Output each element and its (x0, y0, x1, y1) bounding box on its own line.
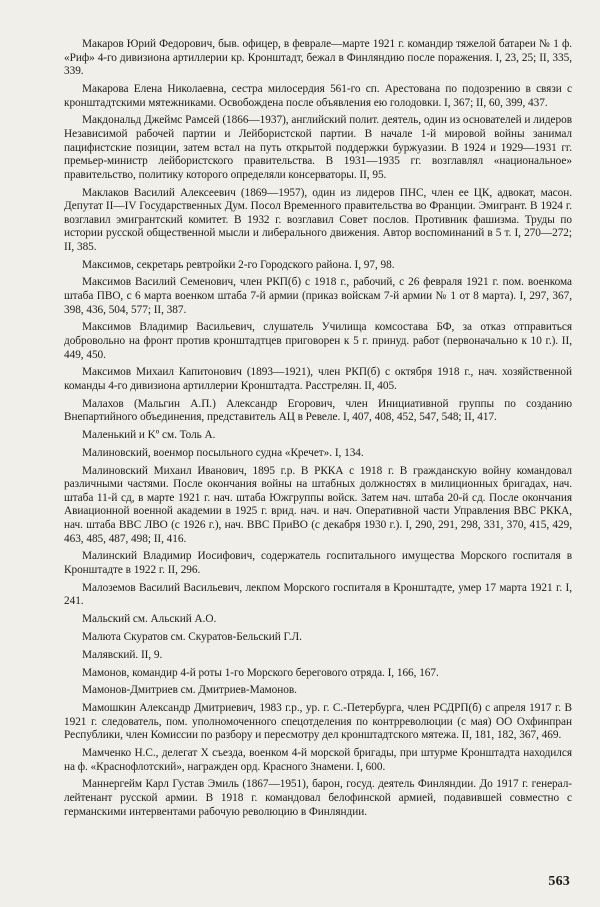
index-entry: Макдональд Джеймс Рамсей (1866—1937), английский полит. деятель, один из основателей и лидеров Независимой рабочей партии и Лейбористской партии. В начале 1-й мировой войны занимал пацифистские позиции, затем встал на путь открытой поддержки буржуазии. В 1924 и 1929—1931 гг. премьер-министр лейбористского правительства. В 1931—1935 гг. возглавлял «национальное» правительство, политику которого определяли консерваторы. II, 95. (64, 114, 572, 181)
index-entry: Мамонов-Дмитриев см. Дмитриев-Мамонов. (82, 684, 297, 697)
index-page (64, 38, 572, 888)
index-entry: Маннергейм Карл Густав Эмиль (1867—1951), барон, госуд. деятель Финляндии. До 1917 г. генерал-лейтенант русской армии. В 1918 г. командовал белофинской армией, подавившей совместно с германскими интервентами рабочую революцию в Финляндии. (64, 778, 572, 818)
index-entry: Максимов Василий Семенович, член РКП(б) с 1918 г., рабочий, с 26 февраля 1921 г. пом. военкома штаба ПВО, с 6 марта военком штаба 7-й армии (приказ войскам 7-й армии № 1 от 8 марта). I, 297, 367, 398, 436, 504, 577; II, 387. (64, 276, 572, 316)
index-entry: Маклаков Василий Алексеевич (1869—1957), один из лидеров ПНС, член ее ЦК, адвокат, масон. Депутат II—IV Государственных Дум. Посол Временного правительства во Франции. Эмигрант. В 1924 г. возглавил эмигрантский комитет. В 1932 г. возглавил Совет послов. Противник фашизма. Труды по истории русской общественной мысли и либерального движения. Автор воспоминаний в 5 т. I, 270—272; II, 385. (64, 186, 572, 253)
index-entry: Малоземов Василий Васильевич, лекпом Морского госпиталя в Кронштадте, умер 17 марта 1921 г. I, 241. (64, 581, 572, 608)
index-entry: Мамонов, командир 4-й роты 1-го Морского берегового отряда. I, 166, 167. (82, 666, 439, 679)
index-entry: Максимов, секретарь ревтройки 2-го Городского района. I, 97, 98. (82, 258, 395, 271)
index-entry: Малиновский Михаил Иванович, 1895 г.р. В РККА с 1918 г. В гражданскую войну командовал различными частями. После окончания войны на штабных должностях в милиционных бригадах, нач. штаба 11-й сд, в марте 1921 г. нач. штаба Южгруппы войск. Затем нач. штаба 20-й сд. После окончания Авиационной военной академии в 1925 г. врид. нач. и нач. Оперативной части Управления ВВС РККА, нач. штаба ВВС ЛВО (с 1926 г.), нач. ВВС ПриВО (с декабря 1930 г.). I, 290, 291, 298, 331, 370, 415, 429, 463, 485, 487, 498; II, 416. (64, 464, 572, 545)
index-entry: Маленький и Kº см. Толь А. (82, 429, 216, 442)
index-entry: Малахов (Мальгин А.П.) Александр Егорович, член Инициативной группы по созданию Внепартийного объединения, представитель АЦ в Ревеле. I, 407, 408, 452, 547, 548; II, 417. (64, 397, 572, 424)
index-entry: Мамченко Н.С., делегат X съезда, военком 4-й морской бригады, при штурме Кронштадта находился на ф. «Краснофлотский», награжден орд. Красного Знамени. I, 600. (64, 747, 572, 773)
index-entry: Максимов Михаил Капитонович (1893—1921), член РКП(б) с октября 1918 г., нач. хозяйственной команды 4-го дивизиона артиллерии Кронштадта. Расстрелян. II, 405. (64, 366, 572, 392)
index-entry: Макаров Юрий Федорович, быв. офицер, в феврале—марте 1921 г. командир тяжелой батареи № 1 ф. «Риф» 4-го дивизиона артиллерии кр. Кронштадт, бежал в Финляндию после поражения. I, 23, 25; II, 335, 339. (64, 38, 572, 78)
index-entry: Макарова Елена Николаевна, сестра милосердия 561-го сп. Арестована по подозрению в связи с кронштадтскими мятежниками. Освобождена после объявления ею голодовки. I, 367; II, 60, 399, 437. (64, 82, 572, 109)
index-entry: Мамошкин Александр Дмитриевич, 1983 г.р., ур. г. С.-Петербурга, член РСДРП(б) с апреля 1917 г. В 1921 г. следователь, пом. уполномоченного спецотделения по контрреволюции (с мая) ОО Охфинпран Республики, член Комиссии по разбору и пересмотру дел кронштадтского мятежа. II, 181, 182, 367, 469. (64, 702, 572, 742)
index-entry: Малюта Скуратов см. Скуратов-Бельский Г.Л. (82, 630, 302, 643)
index-entry: Малиновский, военмор посыльного судна «Кречет». I, 134. (82, 446, 364, 459)
index-entry: Малинский Владимир Иосифович, содержатель госпитального имущества Морского госпиталя в Кронштадте в 1922 г. II, 296. (64, 550, 572, 577)
index-entry: Малявский. II, 9. (82, 648, 163, 661)
page-number: 563 (548, 874, 570, 889)
index-entry: Максимов Владимир Васильевич, слушатель Училища комсостава БФ, за отказ отправиться добровольно на фронт против кронштадтцев приговорен к 5 г. принуд. работ (первоначально к 10 г.). II, 449, 450. (64, 321, 572, 361)
index-entry: Мальский см. Альский А.О. (82, 613, 217, 626)
